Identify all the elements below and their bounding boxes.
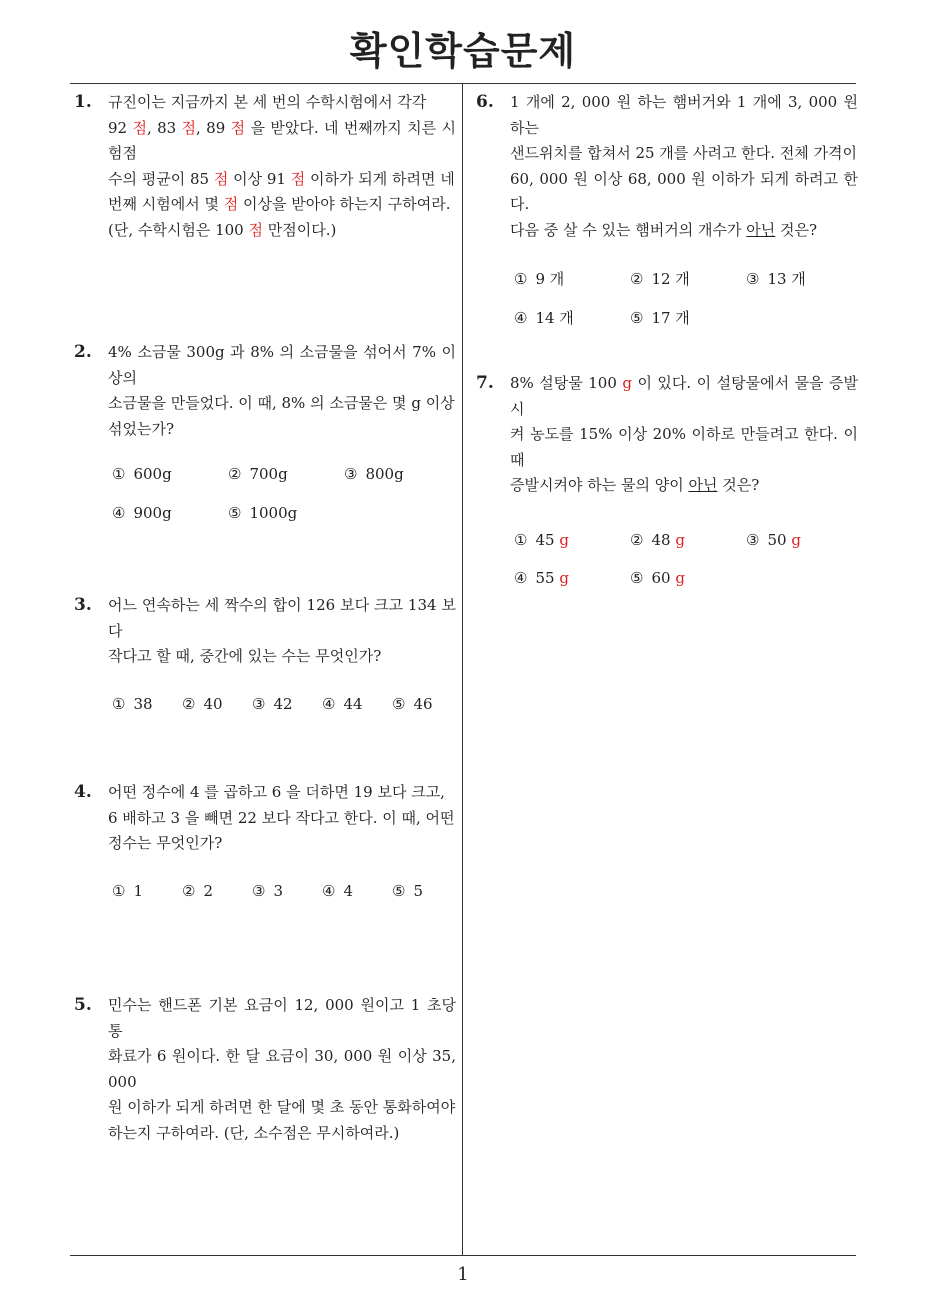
question-3 bbox=[74, 593, 456, 718]
question-text bbox=[108, 593, 456, 670]
question-text bbox=[510, 371, 858, 499]
question-4 bbox=[74, 780, 456, 905]
answer-choice-2[interactable] bbox=[182, 692, 223, 718]
question-line: 증발시켜야 하는 물의 양이 아닌 것은? bbox=[510, 476, 760, 494]
question-line: 샌드위치를 합쳐서 25 개를 사려고 한다. 전체 가격이 bbox=[510, 144, 858, 162]
answer-choice-5[interactable] bbox=[392, 692, 433, 718]
question-number: 2. bbox=[74, 342, 92, 362]
question-line: 6 배하고 3 을 빼면 22 보다 작다고 한다. 이 때, 어떤 bbox=[108, 808, 455, 827]
choice-marker: ② bbox=[228, 465, 242, 483]
answer-choice-3[interactable] bbox=[344, 462, 404, 488]
choice-marker: ④ bbox=[112, 504, 126, 522]
choice-value: 45 g bbox=[535, 530, 569, 549]
underlined-keyword: 아닌 bbox=[746, 220, 776, 239]
question-text bbox=[510, 90, 858, 243]
choice-marker: ④ bbox=[514, 568, 528, 587]
question-line: 번째 시험에서 몇 점 이상을 받아야 하는지 구하여라. bbox=[108, 195, 451, 213]
choice-value: 9 개 bbox=[535, 270, 565, 288]
question-line: 4% 소금물 300g 과 8% 의 소금물을 섞어서 7% 이상의 bbox=[108, 343, 456, 387]
choice-marker: ① bbox=[112, 881, 126, 900]
choice-value: 44 bbox=[343, 694, 363, 713]
question-5 bbox=[74, 993, 456, 1146]
choice-value: 1000g bbox=[249, 504, 298, 522]
question-line: 다음 중 살 수 있는 햄버거의 개수가 아닌 것은? bbox=[510, 220, 818, 239]
page-title: 확인학습문제 bbox=[349, 29, 577, 73]
answer-choice-4[interactable] bbox=[112, 501, 172, 527]
question-2 bbox=[74, 340, 456, 527]
answer-choice-1[interactable] bbox=[112, 692, 153, 718]
choice-value: 60 g bbox=[651, 568, 685, 587]
unit-highlight: g bbox=[559, 530, 569, 549]
answer-choices bbox=[514, 499, 858, 592]
answer-choice-3[interactable] bbox=[252, 692, 293, 718]
question-line: 소금물을 만들었다. 이 때, 8% 의 소금물은 몇 g 이상 bbox=[108, 394, 455, 412]
question-text bbox=[108, 340, 456, 442]
choice-value: 3 bbox=[273, 881, 283, 900]
answer-choice-2[interactable] bbox=[182, 879, 213, 905]
page-number: 1 bbox=[457, 1264, 469, 1285]
choice-marker: ② bbox=[630, 270, 644, 288]
choice-marker: ③ bbox=[344, 465, 358, 483]
question-line: 1 개에 2, 000 원 하는 햄버거와 1 개에 3, 000 원 하는 bbox=[510, 93, 858, 137]
choice-marker: ⑤ bbox=[630, 309, 644, 327]
answer-choices bbox=[112, 857, 456, 905]
choice-marker: ① bbox=[514, 270, 528, 288]
unit-highlight: 점 bbox=[230, 118, 246, 137]
choice-value: 900g bbox=[133, 504, 172, 522]
choice-marker: ③ bbox=[252, 881, 266, 900]
question-line: 켜 농도를 15% 이상 20% 이하로 만들려고 한다. 이 때 bbox=[510, 425, 858, 469]
question-line: 60, 000 원 이상 68, 000 원 이하가 되게 하려고 한다. bbox=[510, 169, 858, 213]
question-line: 수의 평균이 85 점 이상 91 점 이하가 되게 하려면 네 bbox=[108, 169, 455, 188]
choice-value: 48 g bbox=[651, 530, 685, 549]
choice-marker: ③ bbox=[746, 270, 760, 288]
choice-marker: ① bbox=[112, 465, 126, 483]
question-line: 섞었는가? bbox=[108, 419, 175, 438]
answer-choice-5[interactable] bbox=[630, 566, 685, 592]
choice-value: 800g bbox=[365, 465, 404, 483]
question-line: 민수는 핸드폰 기본 요금이 12, 000 원이고 1 초당 통 bbox=[108, 996, 456, 1040]
question-number: 6. bbox=[476, 92, 494, 112]
choice-value: 38 bbox=[133, 694, 153, 713]
question-text bbox=[108, 993, 456, 1146]
question-number: 3. bbox=[74, 595, 92, 615]
question-number: 5. bbox=[74, 995, 92, 1015]
choice-value: 55 g bbox=[535, 568, 569, 587]
unit-highlight: 점 bbox=[290, 169, 306, 188]
question-text bbox=[108, 90, 456, 243]
unit-highlight: 점 bbox=[181, 118, 197, 137]
choice-marker: ③ bbox=[252, 694, 266, 713]
answer-choice-5[interactable] bbox=[392, 879, 423, 905]
choice-value: 17 개 bbox=[651, 309, 690, 327]
question-line: 규진이는 지금까지 본 세 번의 수학시험에서 각각 bbox=[108, 93, 427, 111]
choice-marker: ② bbox=[630, 530, 644, 549]
choice-value: 2 bbox=[203, 881, 213, 900]
choice-marker: ⑤ bbox=[630, 568, 644, 587]
answer-choice-4[interactable] bbox=[322, 879, 353, 905]
choice-value: 50 g bbox=[767, 530, 801, 549]
question-line: 어느 연속하는 세 짝수의 합이 126 보다 크고 134 보다 bbox=[108, 596, 456, 640]
question-line: 8% 설탕물 100 g 이 있다. 이 설탕물에서 물을 증발시 bbox=[510, 374, 859, 418]
question-text bbox=[108, 780, 456, 857]
question-line: 하는지 구하여라. (단, 소수점은 무시하여라.) bbox=[108, 1123, 400, 1142]
question-line: (단, 수학시험은 100 점 만점이다.) bbox=[108, 220, 337, 239]
answer-choice-5[interactable] bbox=[228, 501, 297, 527]
choice-marker: ④ bbox=[322, 881, 336, 900]
unit-highlight: 점 bbox=[223, 195, 239, 213]
answer-choices bbox=[514, 243, 858, 332]
answer-choice-2[interactable] bbox=[630, 267, 690, 293]
unit-highlight: 점 bbox=[213, 169, 229, 188]
answer-choice-4[interactable] bbox=[514, 566, 569, 592]
unit-highlight: g bbox=[675, 530, 685, 549]
answer-choice-3[interactable] bbox=[746, 528, 801, 554]
unit-highlight: 점 bbox=[132, 118, 147, 137]
answer-choice-2[interactable] bbox=[228, 462, 288, 488]
choice-value: 14 개 bbox=[535, 309, 574, 327]
choice-value: 40 bbox=[203, 694, 223, 713]
question-line: 화료가 6 원이다. 한 달 요금이 30, 000 원 이상 35, 000 bbox=[108, 1047, 456, 1091]
choice-value: 700g bbox=[249, 465, 288, 483]
answer-choice-4[interactable] bbox=[322, 692, 363, 718]
choice-value: 600g bbox=[133, 465, 172, 483]
answer-choice-5[interactable] bbox=[630, 306, 690, 332]
unit-highlight: g bbox=[622, 374, 632, 392]
choice-value: 42 bbox=[273, 694, 293, 713]
question-number: 4. bbox=[74, 782, 92, 802]
unit-highlight: 점 bbox=[248, 220, 263, 239]
choice-marker: ① bbox=[514, 530, 528, 549]
answer-choices bbox=[112, 670, 456, 718]
answer-choice-1[interactable] bbox=[514, 528, 569, 554]
choice-value: 13 개 bbox=[767, 270, 806, 288]
choice-marker: ② bbox=[182, 694, 196, 713]
choice-value: 5 bbox=[413, 881, 423, 900]
unit-highlight: g bbox=[791, 530, 801, 549]
choice-marker: ① bbox=[112, 694, 126, 713]
unit-highlight: g bbox=[559, 568, 569, 587]
choice-marker: ⑤ bbox=[228, 504, 242, 522]
choice-marker: ② bbox=[182, 881, 196, 900]
answer-choice-3[interactable] bbox=[746, 267, 806, 293]
choice-value: 4 bbox=[343, 881, 353, 900]
choice-marker: ③ bbox=[746, 530, 760, 549]
answer-choice-1[interactable] bbox=[514, 267, 564, 293]
bottom-divider bbox=[70, 1255, 856, 1256]
top-divider bbox=[70, 83, 856, 84]
answer-choice-2[interactable] bbox=[630, 528, 685, 554]
question-1 bbox=[74, 90, 456, 243]
choice-value: 46 bbox=[413, 694, 433, 713]
choice-marker: ⑤ bbox=[392, 694, 406, 713]
unit-highlight: g bbox=[675, 568, 685, 587]
question-number: 7. bbox=[476, 373, 494, 393]
answer-choice-1[interactable] bbox=[112, 462, 172, 488]
choice-marker: ⑤ bbox=[392, 881, 406, 900]
choice-marker: ④ bbox=[322, 694, 336, 713]
question-number: 1. bbox=[74, 92, 92, 112]
question-line: 원 이하가 되게 하려면 한 달에 몇 초 동안 통화하여야 bbox=[108, 1098, 456, 1116]
answer-choice-4[interactable] bbox=[514, 306, 574, 332]
question-line: 정수는 무엇인가? bbox=[108, 834, 223, 852]
column-divider bbox=[462, 83, 463, 1255]
underlined-keyword: 아닌 bbox=[688, 476, 718, 494]
answer-choices bbox=[112, 442, 456, 527]
choice-marker: ④ bbox=[514, 309, 528, 327]
question-line: 작다고 할 때, 중간에 있는 수는 무엇인가? bbox=[108, 647, 382, 665]
question-6 bbox=[476, 90, 858, 332]
choice-value: 1 bbox=[133, 881, 143, 900]
choice-value: 12 개 bbox=[651, 270, 690, 288]
question-line: 어떤 정수에 4 를 곱하고 6 을 더하면 19 보다 크고, bbox=[108, 783, 445, 801]
question-line: 92 점, 83 점, 89 점 을 받았다. 네 번째까지 치른 시험점 bbox=[108, 118, 456, 162]
answer-choice-1[interactable] bbox=[112, 879, 143, 905]
answer-choice-3[interactable] bbox=[252, 879, 283, 905]
question-7 bbox=[476, 371, 858, 592]
